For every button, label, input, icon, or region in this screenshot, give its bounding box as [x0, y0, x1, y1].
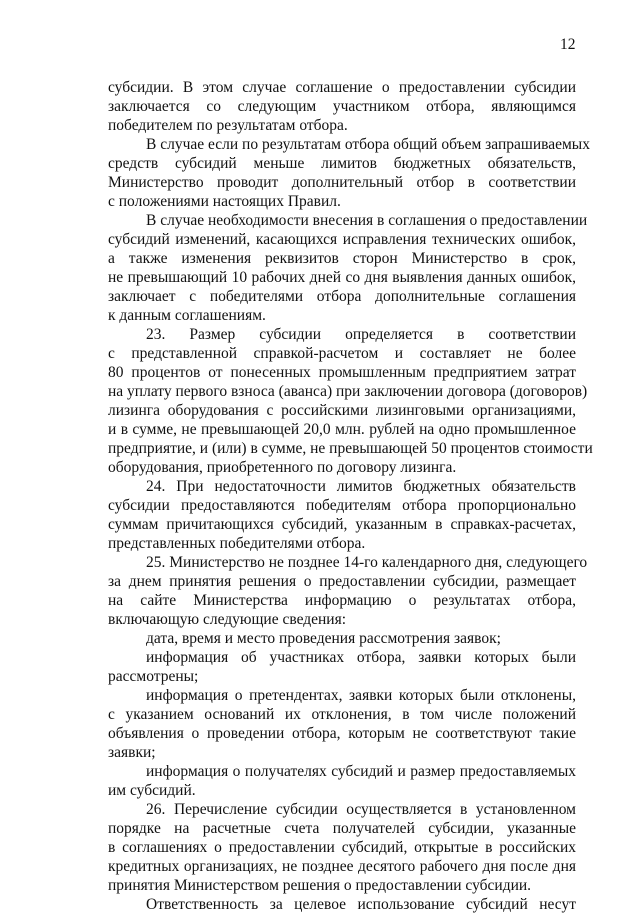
- text-line: заключает с победителями отбора дополнительные соглашения: [108, 288, 576, 305]
- text-line: с положениями настоящих Правил.: [108, 193, 341, 210]
- text-line: 23. Размер субсидии определяется в соответствии: [146, 326, 576, 343]
- text-line: Министерство проводит дополнительный отбор в соответствии: [108, 174, 576, 191]
- text-line: субсидии. В этом случае соглашение о предоставлении субсидии: [108, 79, 576, 96]
- text-line: в соглашениях о предоставлении субсидий, открытые в российских: [108, 839, 576, 856]
- text-line: с представленной справкой-расчетом и составляет не более: [108, 345, 576, 362]
- text-line: лизинга оборудования с российскими лизинговыми организациями,: [108, 402, 576, 419]
- text-line: а также изменения реквизитов сторон Министерство в срок,: [108, 250, 576, 267]
- text-line: В случае необходимости внесения в соглашения о предоставлении: [146, 212, 588, 229]
- page-number: 12: [560, 36, 576, 53]
- text-line: принятия Министерством решения о предоставлении субсидии.: [108, 877, 532, 894]
- text-line: включающую следующие сведения:: [108, 611, 347, 628]
- text-line: Ответственность за целевое использование субсидий несут: [146, 896, 576, 913]
- text-line: суммам причитающихся субсидий, указанным в справках-расчетах,: [108, 516, 576, 533]
- text-line: представленных победителями отбора.: [108, 535, 366, 552]
- text-line: предприятие, и (или) в сумме, не превышающей 50 процентов стоимости: [108, 440, 593, 457]
- text-line: им субсидий.: [108, 782, 196, 799]
- text-line: с указанием оснований их отклонения, в том числе положений: [108, 706, 576, 723]
- text-line: к данным соглашениям.: [108, 307, 266, 324]
- text-line: победителем по результатам отбора.: [108, 117, 348, 134]
- text-line: субсидии предоставляются победителям отбора пропорционально: [108, 497, 576, 514]
- text-line: кредитных организациях, не позднее десятого рабочего дня после дня: [108, 858, 576, 875]
- text-line: информация о получателях субсидий и размер предоставляемых: [146, 763, 576, 780]
- text-line: на сайте Министерства информацию о результатах отбора,: [108, 592, 576, 609]
- document-body: [108, 78, 593, 914]
- text-line: В случае если по результатам отбора общий объем запрашиваемых: [146, 136, 590, 153]
- text-line: 80 процентов от понесенных промышленным предприятием затрат: [108, 364, 576, 381]
- text-line: средств субсидий меньше лимитов бюджетных обязательств,: [108, 155, 576, 172]
- text-line: субсидий изменений, касающихся исправления технических ошибок,: [108, 231, 576, 248]
- text-line: 24. При недостаточности лимитов бюджетных обязательств: [146, 478, 576, 495]
- text-line: 26. Перечисление субсидии осуществляется в установленном: [146, 801, 576, 818]
- text-line: и в сумме, не превышающей 20,0 млн. рублей на одно промышленное: [108, 421, 576, 438]
- text-line: информация о претендентах, заявки которых были отклонены,: [146, 687, 576, 704]
- text-line: 25. Министерство не позднее 14-го календарного дня, следующего: [146, 554, 588, 571]
- text-line: на уплату первого взноса (аванса) при заключении договора (договоров): [108, 383, 588, 400]
- text-line: дата, время и место проведения рассмотрения заявок;: [146, 630, 501, 647]
- text-line: порядке на расчетные счета получателей субсидии, указанные: [108, 820, 576, 837]
- text-line: оборудования, приобретенного по договору лизинга.: [108, 459, 457, 476]
- text-line: заявки;: [108, 744, 156, 761]
- text-line: не превышающий 10 рабочих дней со дня выявления данных ошибок,: [108, 269, 576, 286]
- text-line: за днем принятия решения о предоставлении субсидии, размещает: [108, 573, 576, 590]
- text-line: информация об участниках отбора, заявки которых были: [146, 649, 576, 666]
- text-line: рассмотрены;: [108, 668, 199, 685]
- text-line: заключается со следующим участником отбора, являющимся: [108, 98, 576, 115]
- text-line: объявления о проведении отбора, которым не соответствуют такие: [108, 725, 576, 742]
